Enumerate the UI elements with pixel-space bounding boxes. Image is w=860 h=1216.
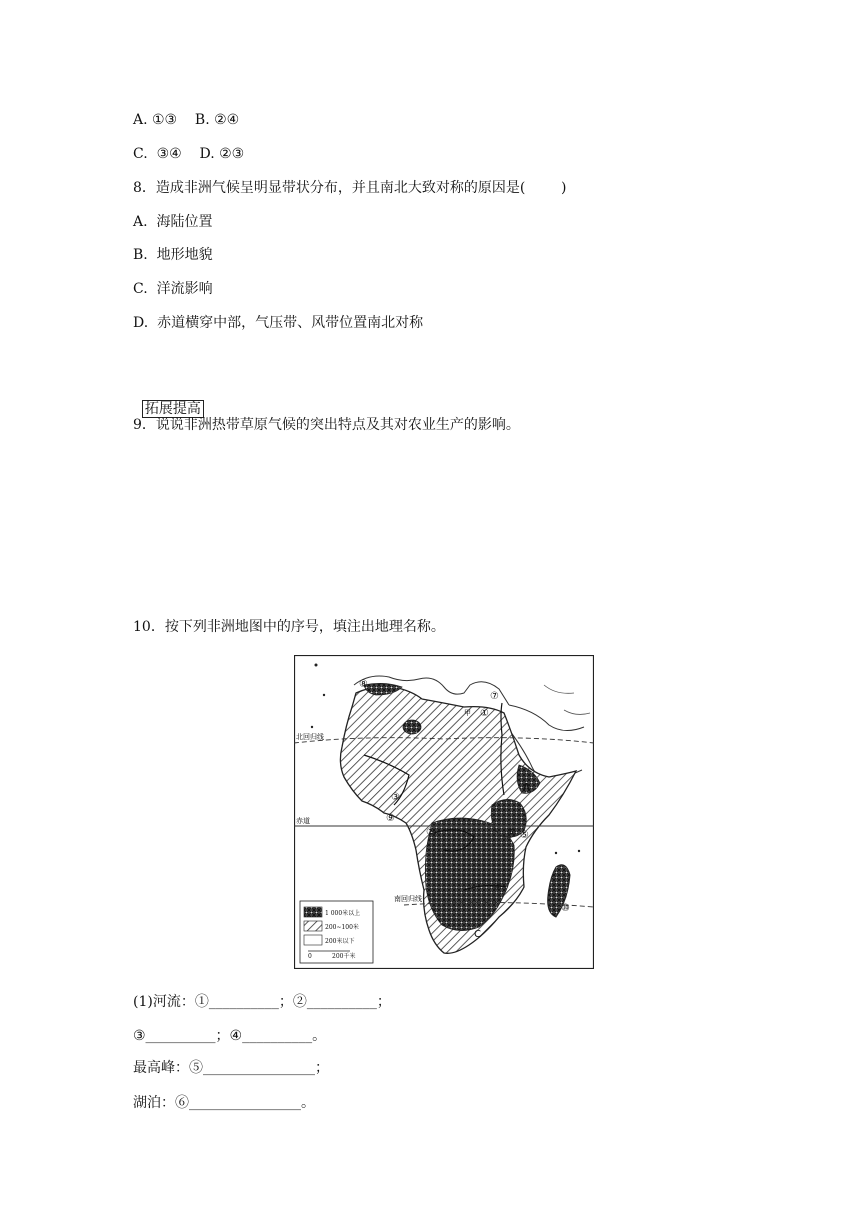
equator-label: 赤道 xyxy=(296,817,310,825)
marker-1: ① xyxy=(480,708,489,719)
marker-8: ⑧ xyxy=(359,679,368,690)
question-8-option-a: A. 海陆位置 xyxy=(133,214,213,230)
question-8-option-c: C. 洋流影响 xyxy=(133,281,213,297)
marker-2: ② xyxy=(426,827,435,838)
section-label xyxy=(133,379,204,419)
fill-line-rivers-1: (1)河流：①__________；②__________； xyxy=(133,994,391,1010)
question-9-stem: 9．说说非洲热带草原气候的突出特点及其对农业生产的影响。 xyxy=(133,417,520,433)
sea-label: 甲 xyxy=(464,709,471,717)
legend-high: 1 000米以上 xyxy=(325,910,361,917)
africa-map xyxy=(294,655,594,969)
legend-swatch-low xyxy=(304,935,322,945)
legend-swatch-mid xyxy=(304,921,322,931)
question-8-option-d: D. 赤道横穿中部，气压带、风带位置南北对称 xyxy=(133,315,424,331)
fill-line-peak: 最高峰：⑤________________； xyxy=(133,1060,329,1076)
marker-7: ⑦ xyxy=(490,691,499,702)
scale-zero: 0 xyxy=(308,953,312,960)
option-line-7b: C. ③④ D. ②③ xyxy=(133,146,245,162)
question-8-option-b: B. 地形地貌 xyxy=(133,247,213,263)
marker-c: C xyxy=(474,929,481,940)
legend-low: 200米以下 xyxy=(325,938,355,945)
tropic-north-label: 北回归线 xyxy=(296,733,324,741)
fill-line-lake: 湖泊：⑥________________。 xyxy=(133,1095,315,1111)
fill-line-rivers-2: ③__________；④__________。 xyxy=(133,1028,327,1044)
question-10-stem: 10．按下列非洲地图中的序号，填注出地理名称。 xyxy=(133,619,445,635)
legend-mid: 200~100米 xyxy=(325,924,359,931)
marker-a: A xyxy=(523,782,530,793)
marker-9: ⑨ xyxy=(386,813,395,824)
marker-5: ⑤ xyxy=(520,830,529,841)
ahaggar xyxy=(403,720,421,734)
marker-4: ④ xyxy=(493,882,502,893)
scale-label: 200千米 xyxy=(332,953,356,960)
marker-10: ⑩ xyxy=(561,903,570,914)
option-line-7a: A. ①③ B. ②④ xyxy=(133,112,240,128)
marker-3: ③ xyxy=(391,792,400,803)
question-8-stem: 8．造成非洲气候呈明显带状分布，并且南北大致对称的原因是( ) xyxy=(133,180,567,196)
section-label-box: 拓展提高 xyxy=(142,400,204,418)
marker-6: ⑥ xyxy=(507,827,516,838)
tropic-south-label: 南回归线 xyxy=(394,895,422,903)
legend-swatch-high xyxy=(304,907,322,917)
